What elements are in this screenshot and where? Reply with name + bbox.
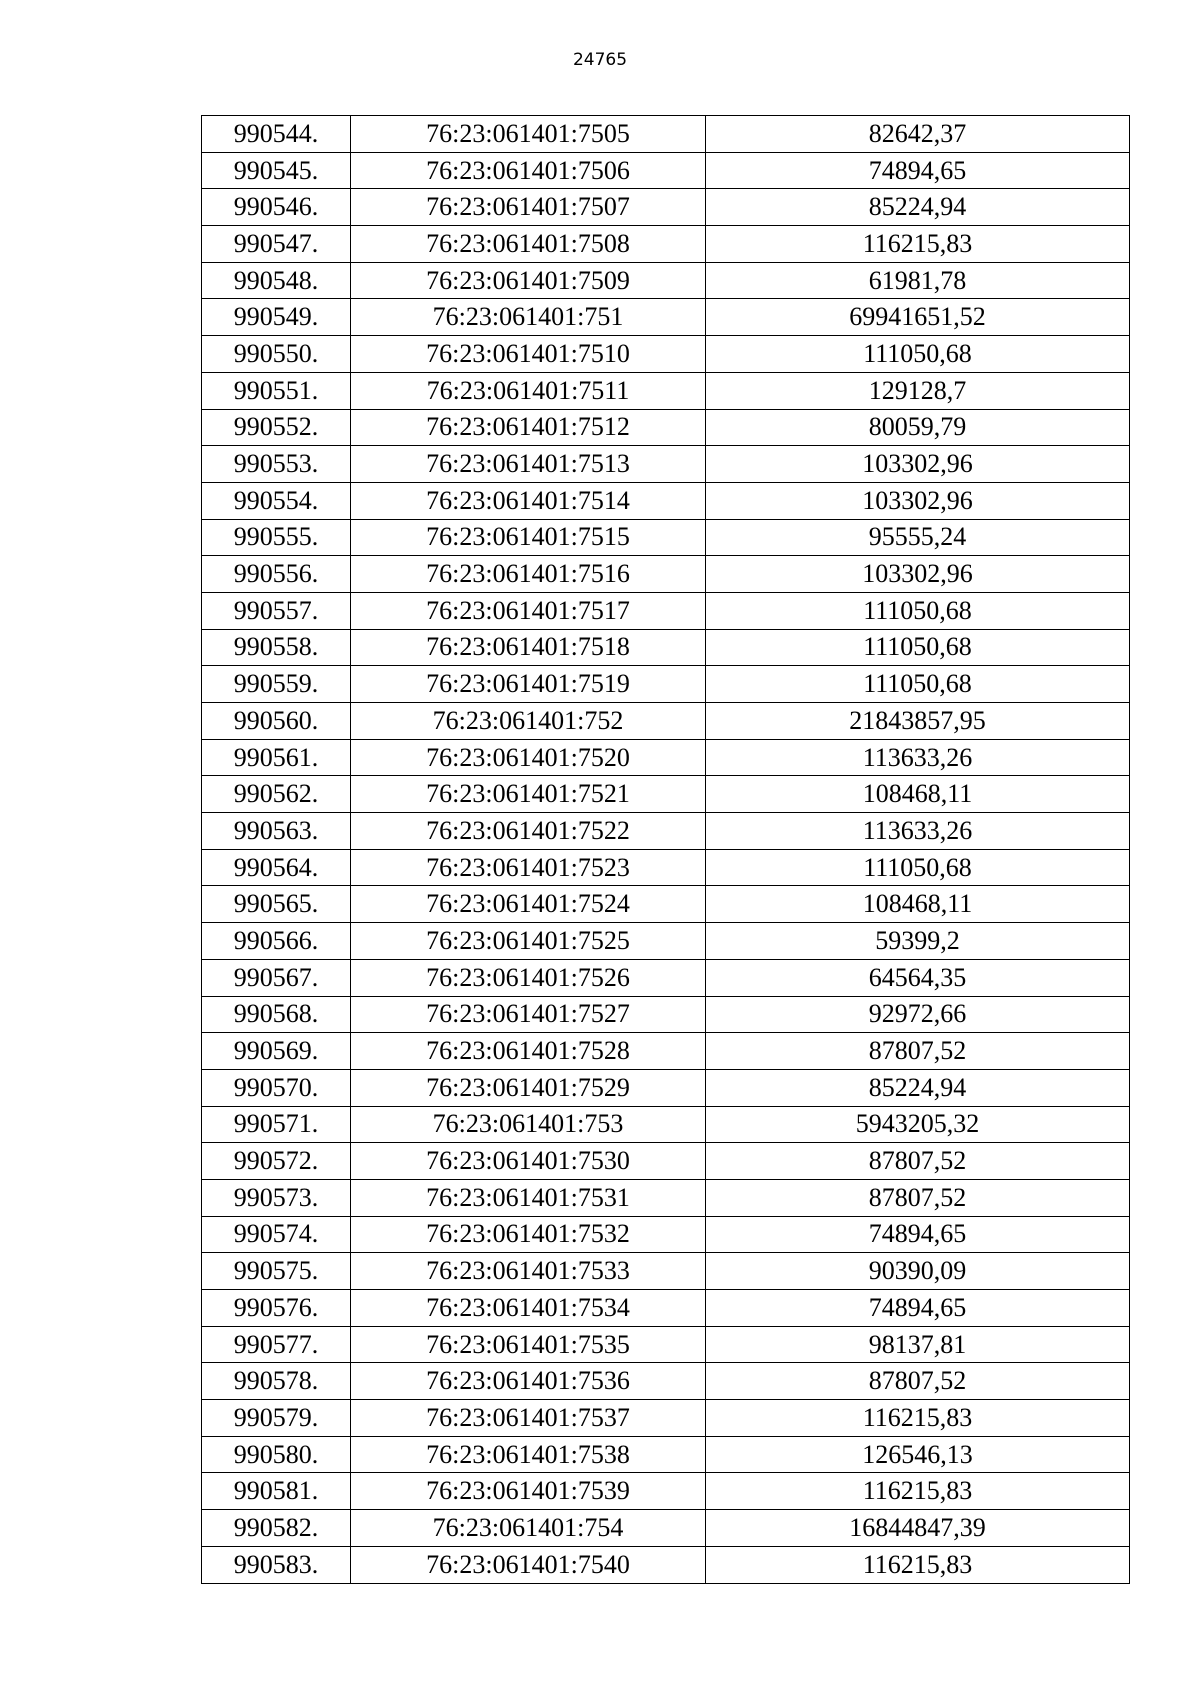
cadastral-value-cell: 103302,96 <box>706 446 1130 483</box>
table-row <box>202 1033 1130 1070</box>
cadastral-number-cell: 76:23:061401:7538 <box>351 1436 706 1473</box>
row-number-cell: 990560. <box>202 703 351 740</box>
cadastral-number-cell: 76:23:061401:7507 <box>351 189 706 226</box>
table-row <box>202 409 1130 446</box>
cadastral-value-cell: 16844847,39 <box>706 1510 1130 1547</box>
row-number-cell: 990570. <box>202 1069 351 1106</box>
row-number-cell: 990579. <box>202 1400 351 1437</box>
row-number-cell: 990580. <box>202 1436 351 1473</box>
cadastral-number-cell: 76:23:061401:752 <box>351 703 706 740</box>
table-row <box>202 262 1130 299</box>
table-row <box>202 1290 1130 1327</box>
cadastral-value-cell: 103302,96 <box>706 556 1130 593</box>
page-number: 24765 <box>572 50 628 70</box>
table-row <box>202 1253 1130 1290</box>
cadastral-number-cell: 76:23:061401:753 <box>351 1106 706 1143</box>
cadastral-number-cell: 76:23:061401:7535 <box>351 1326 706 1363</box>
cadastral-number-cell: 76:23:061401:7516 <box>351 556 706 593</box>
table-row <box>202 923 1130 960</box>
cadastral-number-cell: 76:23:061401:7505 <box>351 116 706 153</box>
row-number-cell: 990582. <box>202 1510 351 1547</box>
cadastral-value-cell: 80059,79 <box>706 409 1130 446</box>
table-row <box>202 1143 1130 1180</box>
cadastral-number-cell: 76:23:061401:7529 <box>351 1069 706 1106</box>
cadastral-value-cell: 5943205,32 <box>706 1106 1130 1143</box>
cadastral-number-cell: 76:23:061401:7512 <box>351 409 706 446</box>
row-number-cell: 990581. <box>202 1473 351 1510</box>
table-row <box>202 629 1130 666</box>
table-row <box>202 703 1130 740</box>
cadastral-number-cell: 76:23:061401:7510 <box>351 336 706 373</box>
cadastral-value-cell: 126546,13 <box>706 1436 1130 1473</box>
cadastral-value-cell: 116215,83 <box>706 226 1130 263</box>
row-number-cell: 990566. <box>202 923 351 960</box>
row-number-cell: 990545. <box>202 152 351 189</box>
row-number-cell: 990576. <box>202 1290 351 1327</box>
cadastral-number-cell: 76:23:061401:7517 <box>351 592 706 629</box>
cadastral-value-cell: 85224,94 <box>706 1069 1130 1106</box>
row-number-cell: 990565. <box>202 886 351 923</box>
cadastral-value-cell: 87807,52 <box>706 1033 1130 1070</box>
cadastral-number-cell: 76:23:061401:7525 <box>351 923 706 960</box>
table-row <box>202 739 1130 776</box>
row-number-cell: 990561. <box>202 739 351 776</box>
row-number-cell: 990552. <box>202 409 351 446</box>
cadastral-value-cell: 129128,7 <box>706 372 1130 409</box>
row-number-cell: 990573. <box>202 1179 351 1216</box>
row-number-cell: 990550. <box>202 336 351 373</box>
row-number-cell: 990562. <box>202 776 351 813</box>
table-row <box>202 1546 1130 1583</box>
cadastral-number-cell: 76:23:061401:7506 <box>351 152 706 189</box>
cadastral-value-cell: 69941651,52 <box>706 299 1130 336</box>
table-row <box>202 1363 1130 1400</box>
table-row <box>202 116 1130 153</box>
table-row <box>202 849 1130 886</box>
table-row <box>202 1510 1130 1547</box>
row-number-cell: 990554. <box>202 482 351 519</box>
cadastral-number-cell: 76:23:061401:7509 <box>351 262 706 299</box>
cadastral-value-cell: 82642,37 <box>706 116 1130 153</box>
cadastral-number-cell: 76:23:061401:7531 <box>351 1179 706 1216</box>
cadastral-value-cell: 111050,68 <box>706 592 1130 629</box>
cadastral-number-cell: 76:23:061401:754 <box>351 1510 706 1547</box>
table-row <box>202 1473 1130 1510</box>
cadastral-value-cell: 21843857,95 <box>706 703 1130 740</box>
cadastral-number-cell: 76:23:061401:7521 <box>351 776 706 813</box>
cadastral-number-cell: 76:23:061401:7530 <box>351 1143 706 1180</box>
cadastral-number-cell: 76:23:061401:7524 <box>351 886 706 923</box>
cadastral-value-cell: 103302,96 <box>706 482 1130 519</box>
cadastral-number-cell: 76:23:061401:7513 <box>351 446 706 483</box>
table-row <box>202 1216 1130 1253</box>
table-row <box>202 996 1130 1033</box>
cadastral-value-cell: 74894,65 <box>706 1216 1130 1253</box>
cadastral-value-cell: 111050,68 <box>706 629 1130 666</box>
row-number-cell: 990553. <box>202 446 351 483</box>
cadastral-value-cell: 64564,35 <box>706 959 1130 996</box>
table-row <box>202 813 1130 850</box>
row-number-cell: 990558. <box>202 629 351 666</box>
row-number-cell: 990546. <box>202 189 351 226</box>
cadastral-number-cell: 76:23:061401:7518 <box>351 629 706 666</box>
table-row <box>202 152 1130 189</box>
row-number-cell: 990564. <box>202 849 351 886</box>
table-row <box>202 1400 1130 1437</box>
cadastral-value-cell: 116215,83 <box>706 1546 1130 1583</box>
row-number-cell: 990544. <box>202 116 351 153</box>
cadastral-value-cell: 87807,52 <box>706 1143 1130 1180</box>
table-row <box>202 446 1130 483</box>
row-number-cell: 990557. <box>202 592 351 629</box>
cadastral-number-cell: 76:23:061401:7528 <box>351 1033 706 1070</box>
table-row <box>202 959 1130 996</box>
cadastral-number-cell: 76:23:061401:7523 <box>351 849 706 886</box>
table-row <box>202 556 1130 593</box>
cadastral-value-cell: 116215,83 <box>706 1400 1130 1437</box>
row-number-cell: 990583. <box>202 1546 351 1583</box>
cadastral-number-cell: 76:23:061401:7534 <box>351 1290 706 1327</box>
row-number-cell: 990575. <box>202 1253 351 1290</box>
row-number-cell: 990572. <box>202 1143 351 1180</box>
cadastral-number-cell: 76:23:061401:7519 <box>351 666 706 703</box>
cadastral-number-cell: 76:23:061401:7511 <box>351 372 706 409</box>
cadastral-value-cell: 108468,11 <box>706 776 1130 813</box>
cadastral-number-cell: 76:23:061401:7537 <box>351 1400 706 1437</box>
row-number-cell: 990563. <box>202 813 351 850</box>
table-row <box>202 886 1130 923</box>
table-row <box>202 1179 1130 1216</box>
table-row <box>202 592 1130 629</box>
cadastral-value-cell: 59399,2 <box>706 923 1130 960</box>
row-number-cell: 990578. <box>202 1363 351 1400</box>
cadastral-number-cell: 76:23:061401:7514 <box>351 482 706 519</box>
cadastral-value-cell: 87807,52 <box>706 1363 1130 1400</box>
cadastral-number-cell: 76:23:061401:751 <box>351 299 706 336</box>
table-row <box>202 776 1130 813</box>
cadastral-value-cell: 113633,26 <box>706 813 1130 850</box>
row-number-cell: 990551. <box>202 372 351 409</box>
row-number-cell: 990547. <box>202 226 351 263</box>
cadastral-value-cell: 74894,65 <box>706 1290 1130 1327</box>
row-number-cell: 990567. <box>202 959 351 996</box>
row-number-cell: 990571. <box>202 1106 351 1143</box>
cadastral-number-cell: 76:23:061401:7526 <box>351 959 706 996</box>
cadastral-value-cell: 74894,65 <box>706 152 1130 189</box>
cadastral-number-cell: 76:23:061401:7539 <box>351 1473 706 1510</box>
table-row <box>202 189 1130 226</box>
table-row <box>202 519 1130 556</box>
cadastral-value-cell: 92972,66 <box>706 996 1130 1033</box>
cadastral-value-cell: 111050,68 <box>706 666 1130 703</box>
row-number-cell: 990577. <box>202 1326 351 1363</box>
cadastral-value-cell: 85224,94 <box>706 189 1130 226</box>
cadastral-value-cell: 95555,24 <box>706 519 1130 556</box>
row-number-cell: 990549. <box>202 299 351 336</box>
cadastral-value-cell: 90390,09 <box>706 1253 1130 1290</box>
table-row <box>202 1436 1130 1473</box>
table-row <box>202 1106 1130 1143</box>
table-row <box>202 1069 1130 1106</box>
cadastral-value-cell: 116215,83 <box>706 1473 1130 1510</box>
row-number-cell: 990574. <box>202 1216 351 1253</box>
cadastral-number-cell: 76:23:061401:7540 <box>351 1546 706 1583</box>
cadastral-number-cell: 76:23:061401:7515 <box>351 519 706 556</box>
cadastral-value-cell: 111050,68 <box>706 336 1130 373</box>
row-number-cell: 990569. <box>202 1033 351 1070</box>
row-number-cell: 990568. <box>202 996 351 1033</box>
table-row <box>202 372 1130 409</box>
cadastral-value-cell: 111050,68 <box>706 849 1130 886</box>
cadastral-value-table <box>201 115 1130 1584</box>
cadastral-number-cell: 76:23:061401:7527 <box>351 996 706 1033</box>
cadastral-number-cell: 76:23:061401:7522 <box>351 813 706 850</box>
cadastral-number-cell: 76:23:061401:7533 <box>351 1253 706 1290</box>
cadastral-value-cell: 61981,78 <box>706 262 1130 299</box>
table-row <box>202 666 1130 703</box>
row-number-cell: 990556. <box>202 556 351 593</box>
table-body <box>202 116 1130 1584</box>
cadastral-value-cell: 108468,11 <box>706 886 1130 923</box>
row-number-cell: 990555. <box>202 519 351 556</box>
table-row <box>202 299 1130 336</box>
cadastral-number-cell: 76:23:061401:7536 <box>351 1363 706 1400</box>
cadastral-number-cell: 76:23:061401:7508 <box>351 226 706 263</box>
row-number-cell: 990548. <box>202 262 351 299</box>
cadastral-number-cell: 76:23:061401:7532 <box>351 1216 706 1253</box>
cadastral-number-cell: 76:23:061401:7520 <box>351 739 706 776</box>
table-row <box>202 482 1130 519</box>
cadastral-value-cell: 87807,52 <box>706 1179 1130 1216</box>
cadastral-value-cell: 113633,26 <box>706 739 1130 776</box>
table-row <box>202 226 1130 263</box>
cadastral-value-cell: 98137,81 <box>706 1326 1130 1363</box>
table-row <box>202 336 1130 373</box>
row-number-cell: 990559. <box>202 666 351 703</box>
table-row <box>202 1326 1130 1363</box>
